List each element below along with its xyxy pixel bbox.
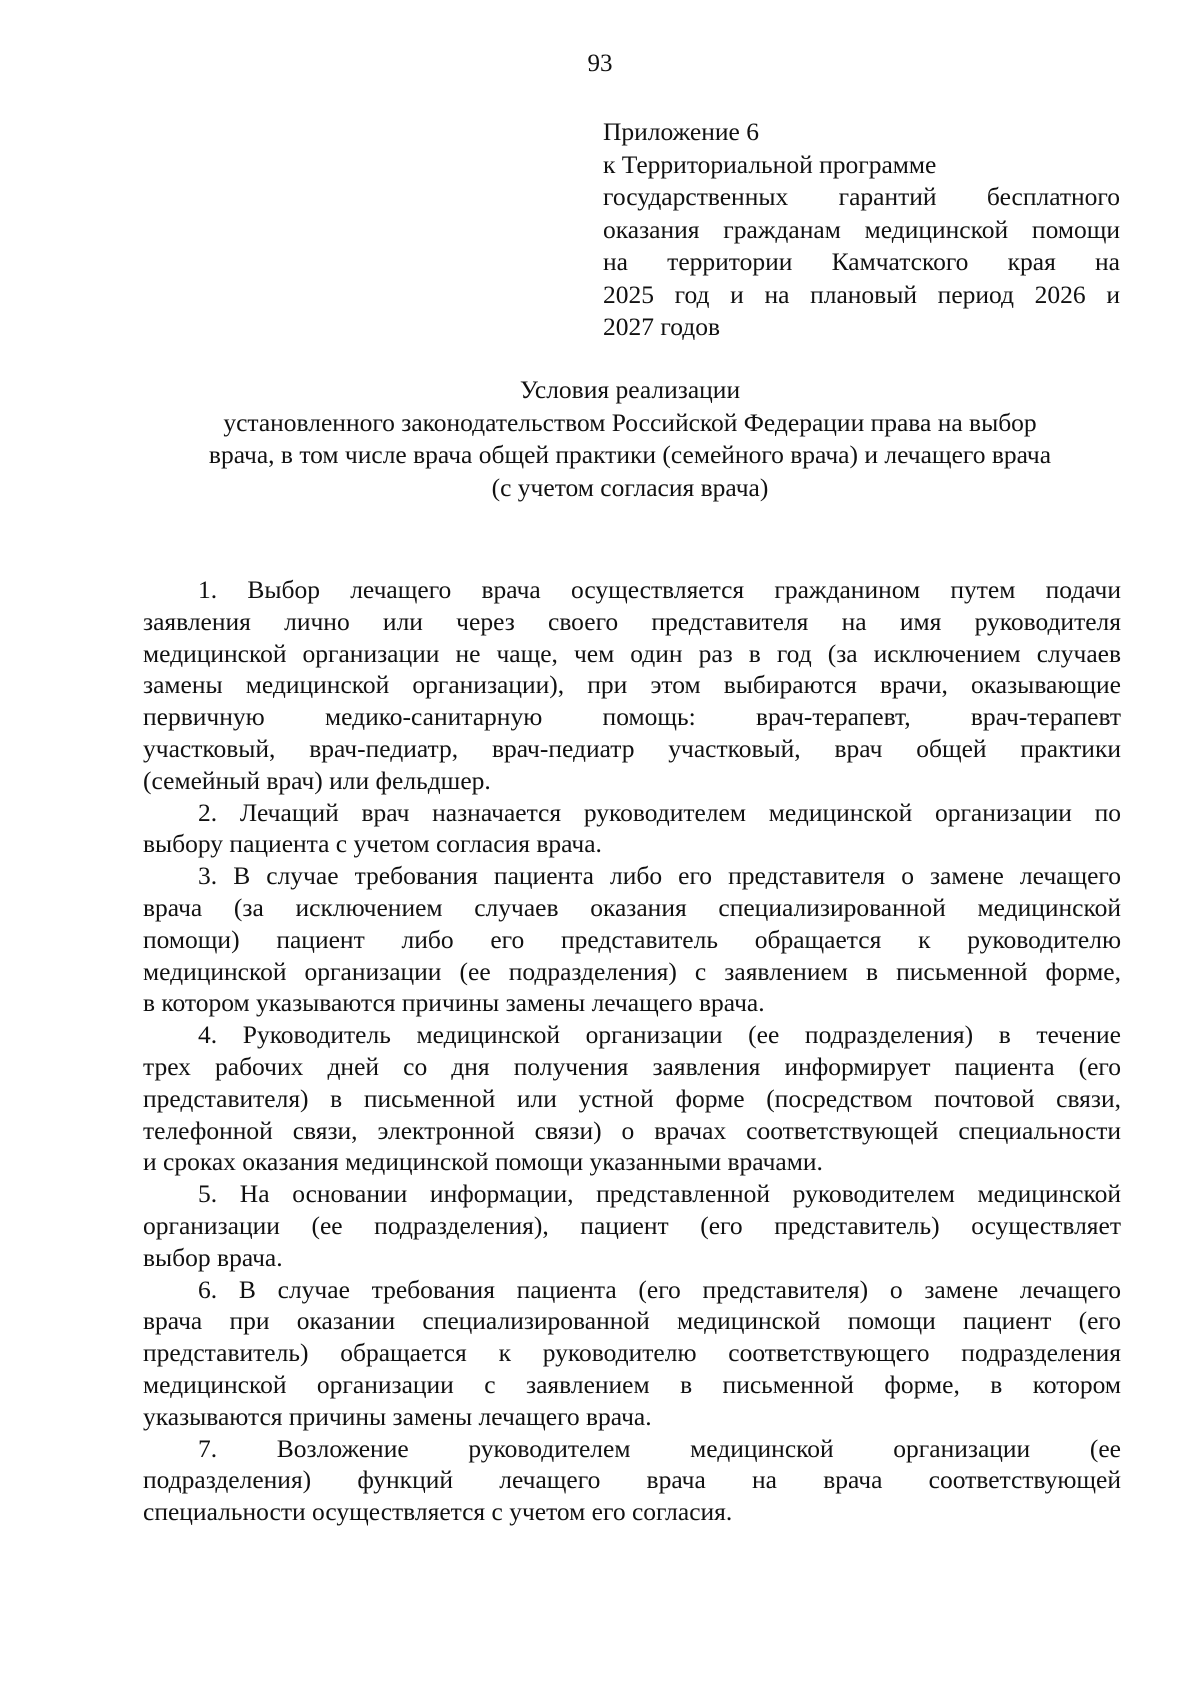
paragraph-line: медицинской организации с заявлением в письменной форме, в котором: [143, 1369, 1121, 1399]
appendix-line: 2027 годов: [603, 312, 720, 341]
paragraph-2: [143, 797, 1121, 861]
paragraph-line: врача при оказании специализированной медицинской помощи пациент (его: [143, 1306, 1121, 1336]
title-line: врача, в том числе врача общей практики (семейного врача) и лечащего врача: [208, 440, 1052, 469]
paragraph-line: указываются причины замены лечащего врача.: [143, 1401, 652, 1431]
title-line: Условия реализации: [519, 375, 741, 404]
paragraph-7: [143, 1433, 1121, 1528]
paragraph-line: и сроках оказания медицинской помощи указанными врачами.: [143, 1147, 823, 1177]
paragraph-line: выбор врача.: [143, 1242, 283, 1272]
appendix-line: к Территориальной программе: [603, 149, 937, 179]
appendix-line: 2025 год и на плановый период 2026 и: [603, 279, 1120, 309]
title-line: установленного законодательством Российской Федерации права на выбор: [223, 407, 1037, 437]
paragraph-line: медицинской организации (ее подразделения) с заявлением в письменной форме,: [143, 956, 1121, 986]
paragraph-line: замены медицинской организации), при этом выбираются врачи, оказывающие: [143, 670, 1121, 700]
paragraph-line: представитель) обращается к руководителю соответствующего подразделения: [143, 1338, 1121, 1368]
paragraph-line: первичную медико-санитарную помощь: врач-терапевт, врач-терапевт: [143, 702, 1121, 732]
paragraph-line: 7. Возложение руководителем медицинской организации (ее: [198, 1433, 1121, 1463]
appendix-line: на территории Камчатского края на: [603, 247, 1120, 276]
paragraph-line: 4. Руководитель медицинской организации (ее подразделения) в течение: [198, 1020, 1121, 1050]
paragraph-line: подразделения) функций лечащего врача на врача соответствующей: [143, 1465, 1121, 1495]
paragraph-line: телефонной связи, электронной связи) о врачах соответствующей специальности: [143, 1115, 1121, 1145]
page-number: 93: [587, 50, 613, 77]
paragraph-line: трех рабочих дней со дня получения заявления информирует пациента (его: [143, 1051, 1121, 1081]
appendix-line: Приложение 6: [603, 117, 759, 146]
paragraph-line: в котором указываются причины замены лечащего врача.: [143, 988, 765, 1018]
paragraph-line: медицинской организации не чаще, чем один раз в год (за исключением случаев: [143, 638, 1121, 668]
paragraph-line: представителя) в письменной или устной форме (посредством почтовой связи,: [143, 1083, 1121, 1113]
paragraph-1: [143, 574, 1121, 797]
appendix-line: оказания гражданам медицинской помощи: [603, 214, 1120, 244]
paragraph-4: [143, 1019, 1121, 1178]
paragraph-line: (семейный врач) или фельдшер.: [143, 765, 491, 795]
paragraph-line: помощи) пациент либо его представитель обращается к руководителю: [143, 924, 1121, 954]
paragraph-6: [143, 1274, 1121, 1433]
paragraph-5: [143, 1178, 1121, 1273]
document-title: [140, 374, 1120, 504]
document-body: [143, 574, 1121, 1528]
paragraph-line: участковый, врач-педиатр, врач-педиатр участковый, врач общей практики: [143, 733, 1121, 763]
paragraph-line: 3. В случае требования пациента либо его представителя о замене лечащего: [198, 861, 1121, 891]
paragraph-line: врача (за исключением случаев оказания специализированной медицинской: [143, 892, 1121, 922]
paragraph-line: 6. В случае требования пациента (его представителя) о замене лечащего: [198, 1274, 1121, 1304]
title-line: (с учетом согласия врача): [491, 472, 769, 502]
paragraph-line: 1. Выбор лечащего врача осуществляется гражданином путем подачи: [198, 575, 1121, 604]
paragraph-line: 2. Лечащий врач назначается руководителем медицинской организации по: [198, 797, 1121, 827]
paragraph-line: заявления лично или через своего представителя на имя руководителя: [143, 606, 1121, 636]
paragraph-3: [143, 860, 1121, 1019]
paragraph-line: выбору пациента с учетом согласия врача.: [143, 829, 602, 859]
paragraph-line: организации (ее подразделения), пациент (его представитель) осуществляет: [143, 1210, 1121, 1240]
paragraph-line: 5. На основании информации, представленной руководителем медицинской: [198, 1179, 1121, 1209]
appendix-line: государственных гарантий бесплатного: [603, 182, 1120, 211]
paragraph-line: специальности осуществляется с учетом его согласия.: [143, 1497, 733, 1527]
appendix-block: [603, 116, 1120, 344]
